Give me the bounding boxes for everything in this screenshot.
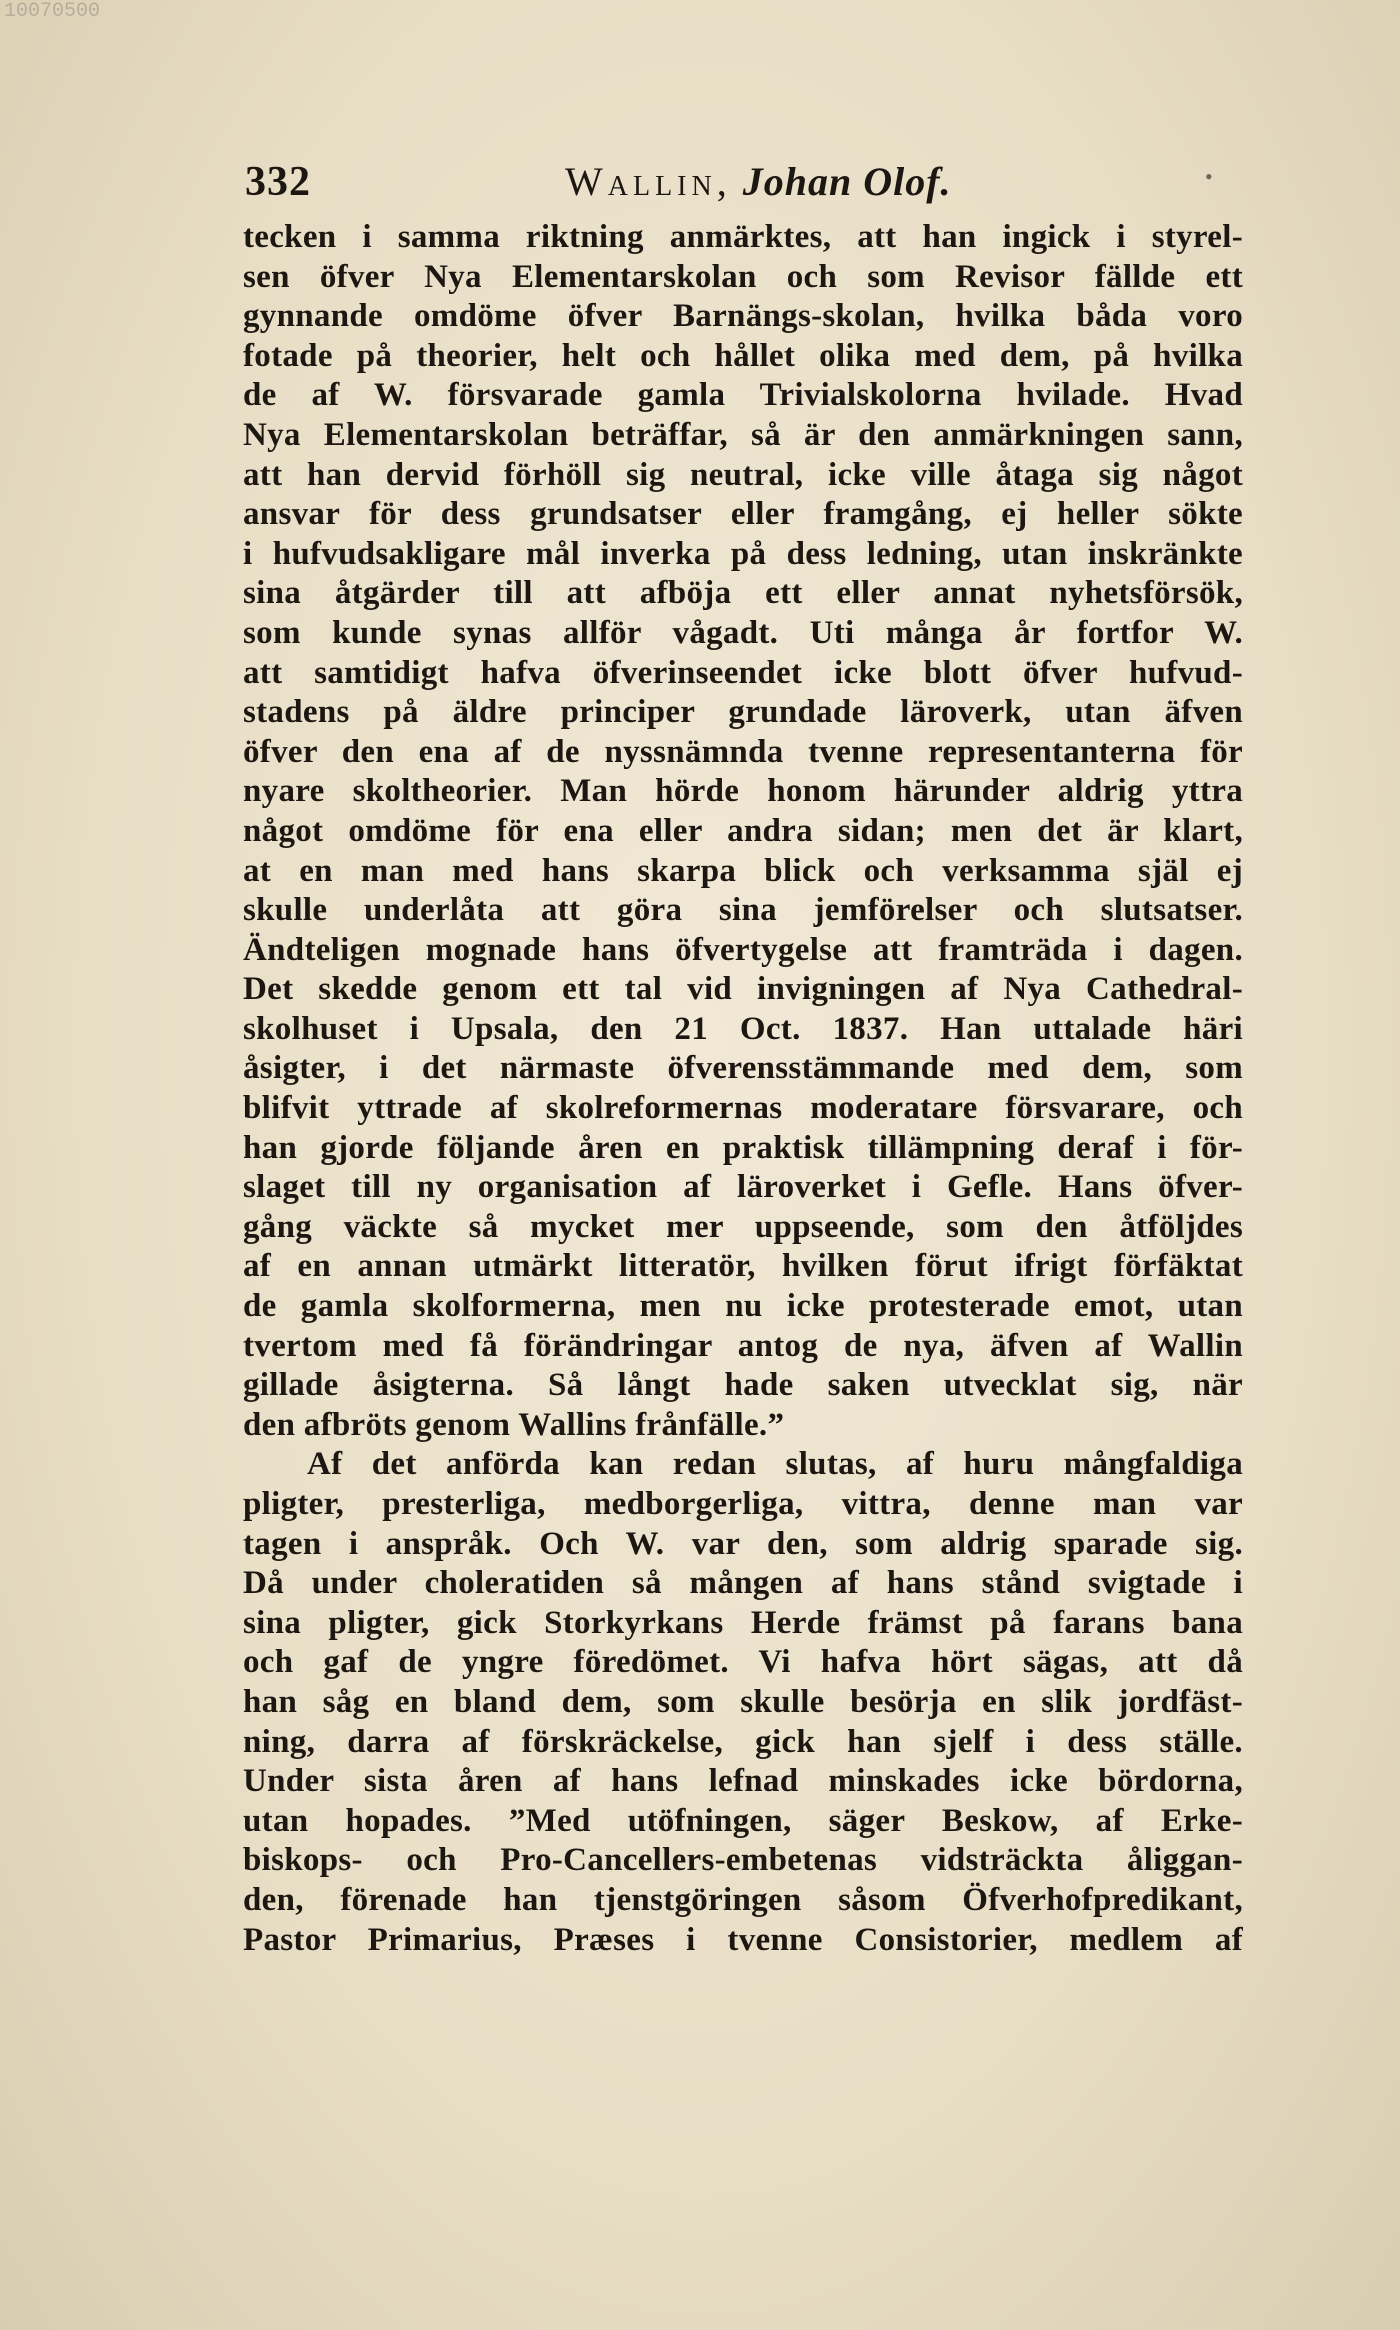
text-line: stadens på äldre principer grundade läroverk, utan äfven: [243, 694, 1243, 731]
text-line: slaget till ny organisation af läroverket i Gefle. Hans öfver-: [243, 1169, 1243, 1206]
paragraph-end-line: den afbröts genom Wallins frånfälle.”: [243, 1406, 785, 1443]
text-line: att han dervid förhöll sig neutral, icke ville åtaga sig något: [243, 456, 1243, 493]
text-line: blifvit yttrade af skolreformernas moderatare försvarare, och: [243, 1090, 1243, 1127]
text-line: och gaf de yngre föredömet. Vi hafva hört sägas, att då: [243, 1644, 1243, 1681]
text-line: den, förenade han tjenstgöringen såsom Öfverhofpredikant,: [243, 1881, 1243, 1918]
text-line: tecken i samma riktning anmärktes, att han ingick i styrel-: [243, 219, 1243, 255]
text-line: Pastor Primarius, Præses i tvenne Consistorier, medlem af: [243, 1921, 1243, 1958]
text-line: gynnande omdöme öfver Barnängs-skolan, hvilka båda voro: [243, 298, 1243, 335]
text-line: sen öfver Nya Elementarskolan och som Revisor fällde ett: [243, 258, 1243, 295]
scan-id-label: 10070500: [4, 0, 101, 23]
running-head: [565, 158, 952, 205]
text-line: tvertom med få förändringar antog de nya, äfven af Wallin: [243, 1327, 1243, 1364]
text-line: utan hopades. ”Med utöfningen, säger Beskow, af Erke-: [243, 1802, 1243, 1839]
running-head-surname: Wallin,: [565, 159, 732, 204]
text-line: han gjorde följande åren en praktisk tillämpning deraf i för-: [243, 1129, 1243, 1166]
text-line: biskops- och Pro-Cancellers-embetenas vidsträckta åliggan-: [243, 1842, 1243, 1879]
text-line: i hufvudsakligare mål inverka på dess ledning, utan inskränkte: [243, 535, 1243, 572]
text-line: nyare skoltheorier. Man hörde honom härunder aldrig yttra: [243, 773, 1243, 810]
text-line: öfver den ena af de nyssnämnda tvenne representanterna för: [243, 733, 1243, 770]
text-line: ning, darra af förskräckelse, gick han sjelf i dess ställe.: [243, 1723, 1243, 1760]
text-line: åsigter, i det närmaste öfverensstämmande med dem, som: [243, 1050, 1243, 1087]
text-line: pligter, presterliga, medborgerliga, vittra, denne man var: [243, 1486, 1243, 1522]
text-line: att samtidigt hafva öfverinseendet icke blott öfver hufvud-: [243, 654, 1243, 691]
text-line: gillade åsigterna. Så långt hade saken utvecklat sig, när: [243, 1367, 1243, 1404]
text-line: han såg en bland dem, som skulle besörja en slik jordfäst-: [243, 1683, 1243, 1720]
page-number: 332: [245, 159, 311, 205]
text-line: Nya Elementarskolan beträffar, så är den anmärkningen sann,: [243, 416, 1243, 453]
text-line: de gamla skolformerna, men nu icke protesterade emot, utan: [243, 1288, 1243, 1325]
text-line: af en annan utmärkt litteratör, hvilken förut ifrigt förfäktat: [243, 1248, 1243, 1285]
text-line: Det skedde genom ett tal vid invigningen af Nya Cathedral-: [243, 971, 1243, 1008]
text-line: de af W. försvarade gamla Trivialskolorna hvilade. Hvad: [243, 377, 1243, 414]
text-line: Ändteligen mognade hans öfvertygelse att framträda i dagen.: [243, 931, 1243, 968]
text-line: skulle underlåta att göra sina jemförelser och slutsatser.: [243, 892, 1243, 929]
body-text: [243, 218, 1243, 1960]
page-header: [245, 158, 1240, 208]
text-line: ansvar för dess grundsatser eller framgång, ej heller sökte: [243, 496, 1243, 533]
text-line: Då under choleratiden så mången af hans stånd svigtade i: [243, 1565, 1243, 1602]
text-line: at en man med hans skarpa blick och verksamma själ ej: [243, 852, 1243, 889]
text-line: något omdöme för ena eller andra sidan; men det är klart,: [243, 812, 1243, 849]
paragraph-start-line: Af det anförda kan redan slutas, af huru mångfaldiga: [307, 1446, 1243, 1483]
text-line: Under sista åren af hans lefnad minskades icke bördorna,: [243, 1763, 1243, 1800]
text-line: som kunde synas allför vågadt. Uti många år fortfor W.: [243, 614, 1243, 651]
text-line: gång väckte så mycket mer uppseende, som den åtföljdes: [243, 1208, 1243, 1245]
text-line: skolhuset i Upsala, den 21 Oct. 1837. Han uttalade häri: [243, 1010, 1243, 1047]
text-line: fotade på theorier, helt och hållet olika med dem, på hvilka: [243, 337, 1243, 374]
text-line: sina åtgärder till att afböja ett eller annat nyhetsförsök,: [243, 575, 1243, 612]
running-head-given-name: Johan Olof.: [742, 159, 952, 204]
text-line: tagen i anspråk. Och W. var den, som aldrig sparade sig.: [243, 1525, 1243, 1562]
text-line: sina pligter, gick Storkyrkans Herde främst på farans bana: [243, 1604, 1243, 1641]
header-mark: •: [1205, 164, 1213, 189]
